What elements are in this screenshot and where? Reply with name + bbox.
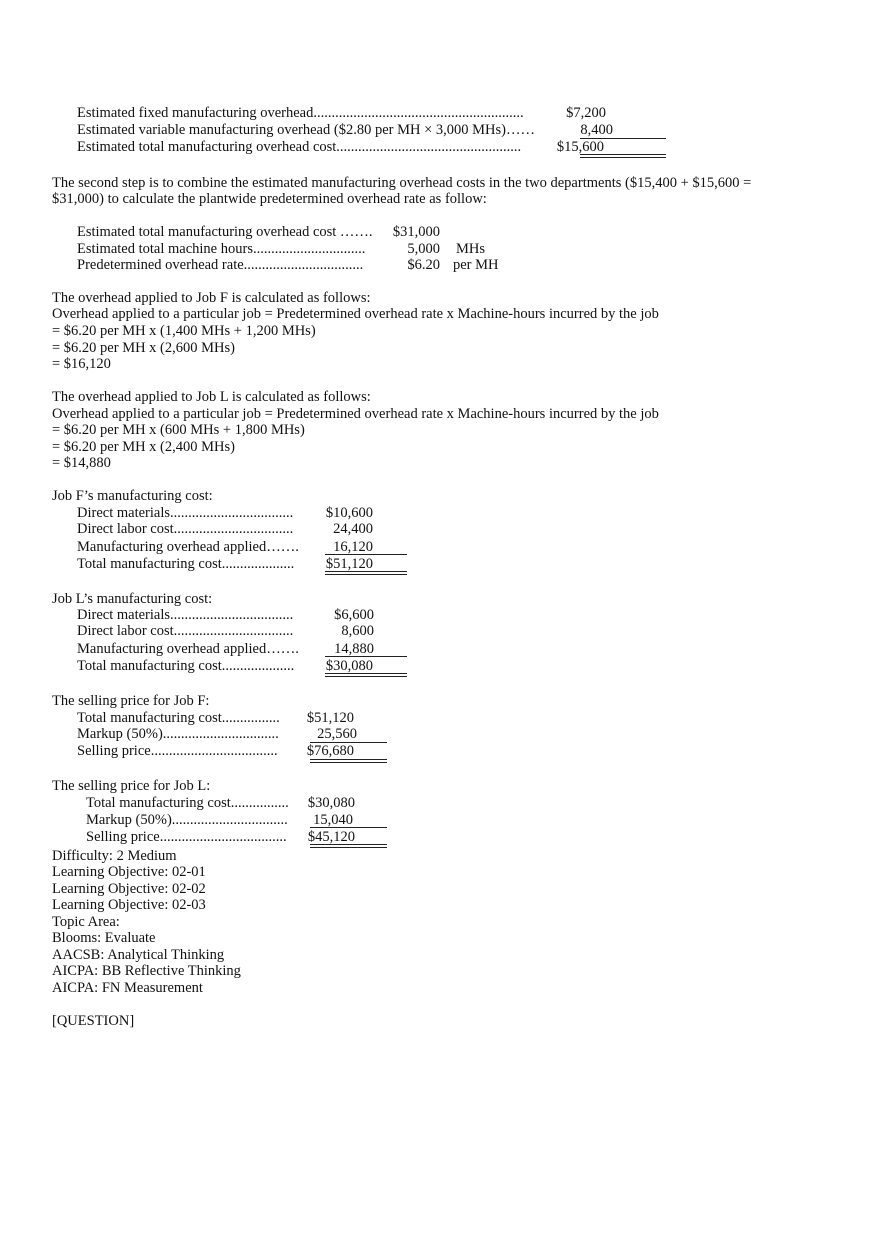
job-f-cost-label: Manufacturing overhead applied……. bbox=[77, 539, 299, 555]
paragraph-line: The second step is to combine the estimated manufacturing overhead costs in the two departments ($15,400 + $15,600 = bbox=[52, 175, 752, 191]
rate-overhead-value: $31,000 bbox=[392, 224, 440, 240]
rate-label: Predetermined overhead rate................................. bbox=[77, 257, 364, 273]
rate-hours-unit: MHs bbox=[456, 241, 486, 257]
overhead-total-label: Estimated total manufacturing overhead cost................................................... bbox=[77, 139, 522, 155]
job-f-price-value: 25,560 bbox=[317, 726, 357, 742]
paragraph-line: $31,000) to calculate the plantwide predetermined overhead rate as follow: bbox=[52, 191, 487, 207]
job-f-cost-value: 24,400 bbox=[333, 521, 373, 537]
job-l-cost-label: Total manufacturing cost.................... bbox=[77, 658, 295, 674]
subtotal-rule bbox=[325, 554, 407, 555]
meta-aicpa: AICPA: FN Measurement bbox=[52, 980, 203, 996]
rate-overhead-label: Estimated total manufacturing overhead cost ……. bbox=[77, 224, 373, 240]
job-l-price-label: Selling price................................... bbox=[86, 829, 287, 845]
overhead-fixed-label: Estimated fixed manufacturing overhead.......................................................... bbox=[77, 105, 524, 121]
meta-learning-objective: Learning Objective: 02-03 bbox=[52, 897, 206, 913]
job-l-price-value: 15,040 bbox=[313, 812, 353, 828]
job-l-cost-value: 8,600 bbox=[341, 623, 374, 639]
job-f-price-value: $51,120 bbox=[306, 710, 354, 726]
job-l-cost-total: $30,080 bbox=[325, 658, 373, 674]
subtotal-rule bbox=[325, 656, 407, 657]
job-f-overhead-line: = $6.20 per MH x (2,600 MHs) bbox=[52, 340, 235, 356]
job-f-price-label: Markup (50%)................................ bbox=[77, 726, 279, 742]
job-l-price-total: $45,120 bbox=[307, 829, 355, 845]
total-double-rule bbox=[325, 673, 407, 677]
job-l-cost-label: Direct labor cost................................. bbox=[77, 623, 294, 639]
job-l-cost-value: $6,600 bbox=[334, 607, 374, 623]
job-f-price-title: The selling price for Job F: bbox=[52, 693, 210, 709]
overhead-variable-value: 8,400 bbox=[580, 122, 613, 138]
job-l-price-value: $30,080 bbox=[307, 795, 355, 811]
job-f-price-label: Selling price................................... bbox=[77, 743, 278, 759]
rate-hours-value: 5,000 bbox=[407, 241, 440, 257]
job-f-overhead-line: = $16,120 bbox=[52, 356, 111, 372]
job-f-cost-title: Job F’s manufacturing cost: bbox=[52, 488, 213, 504]
job-f-cost-label: Direct labor cost................................. bbox=[77, 521, 294, 537]
job-l-overhead-line: Overhead applied to a particular job = Predetermined overhead rate x Machine-hours incurred by the job bbox=[52, 406, 659, 422]
meta-topic-area: Topic Area: bbox=[52, 914, 120, 930]
job-f-cost-value: 16,120 bbox=[333, 539, 373, 555]
meta-difficulty: Difficulty: 2 Medium bbox=[52, 848, 177, 864]
rate-hours-label: Estimated total machine hours............................... bbox=[77, 241, 366, 257]
job-f-cost-label: Total manufacturing cost.................... bbox=[77, 556, 295, 572]
meta-blooms: Blooms: Evaluate bbox=[52, 930, 156, 946]
job-l-price-title: The selling price for Job L: bbox=[52, 778, 211, 794]
job-f-overhead-line: = $6.20 per MH x (1,400 MHs + 1,200 MHs) bbox=[52, 323, 316, 339]
total-double-rule bbox=[310, 844, 387, 848]
job-f-price-label: Total manufacturing cost................ bbox=[77, 710, 280, 726]
total-double-rule bbox=[310, 759, 387, 763]
job-l-overhead-line: The overhead applied to Job L is calculated as follows: bbox=[52, 389, 371, 405]
subtotal-rule bbox=[310, 827, 387, 828]
overhead-total-value: $15,600 bbox=[556, 139, 604, 155]
rate-unit: per MH bbox=[453, 257, 499, 273]
rate-value: $6.20 bbox=[407, 257, 440, 273]
job-l-price-label: Total manufacturing cost................ bbox=[86, 795, 289, 811]
job-l-overhead-line: = $6.20 per MH x (2,400 MHs) bbox=[52, 439, 235, 455]
job-f-overhead-line: The overhead applied to Job F is calculated as follows: bbox=[52, 290, 371, 306]
total-double-rule bbox=[580, 154, 666, 158]
question-marker: [QUESTION] bbox=[52, 1013, 135, 1029]
meta-learning-objective: Learning Objective: 02-01 bbox=[52, 864, 206, 880]
meta-learning-objective: Learning Objective: 02-02 bbox=[52, 881, 206, 897]
job-f-price-total: $76,680 bbox=[306, 743, 354, 759]
total-double-rule bbox=[325, 571, 407, 575]
job-f-overhead-line: Overhead applied to a particular job = Predetermined overhead rate x Machine-hours incurred by the job bbox=[52, 306, 659, 322]
job-f-cost-value: $10,600 bbox=[325, 505, 373, 521]
job-l-overhead-line: = $14,880 bbox=[52, 455, 111, 471]
job-l-cost-title: Job L’s manufacturing cost: bbox=[52, 591, 213, 607]
job-f-cost-total: $51,120 bbox=[325, 556, 373, 572]
job-l-cost-value: 14,880 bbox=[334, 641, 374, 657]
overhead-fixed-value: $7,200 bbox=[566, 105, 606, 121]
job-l-overhead-line: = $6.20 per MH x (600 MHs + 1,800 MHs) bbox=[52, 422, 305, 438]
job-f-cost-label: Direct materials.................................. bbox=[77, 505, 294, 521]
meta-aicpa: AICPA: BB Reflective Thinking bbox=[52, 963, 241, 979]
job-l-cost-label: Direct materials.................................. bbox=[77, 607, 294, 623]
job-l-price-label: Markup (50%)................................ bbox=[86, 812, 288, 828]
job-l-cost-label: Manufacturing overhead applied……. bbox=[77, 641, 299, 657]
overhead-variable-label: Estimated variable manufacturing overhead ($2.80 per MH × 3,000 MHs)…… bbox=[77, 122, 535, 138]
meta-aacsb: AACSB: Analytical Thinking bbox=[52, 947, 225, 963]
